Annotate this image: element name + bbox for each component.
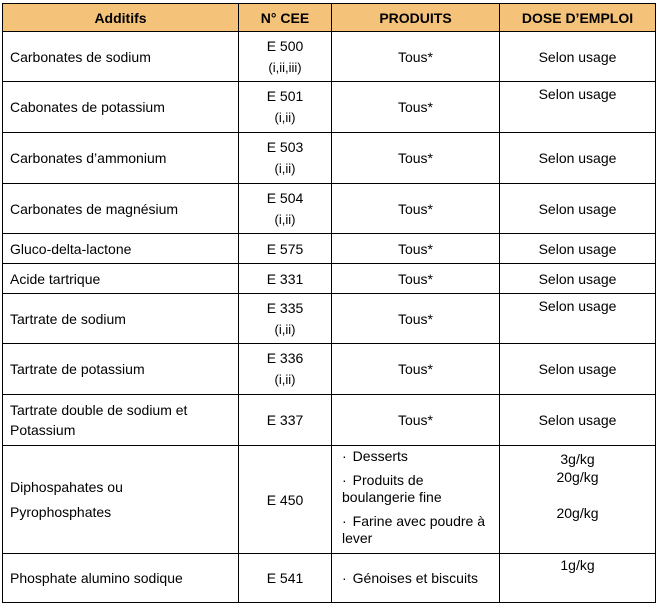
header-produits: PRODUITS — [332, 4, 500, 32]
produit-cell: Tous* — [332, 133, 500, 184]
dose-value: 20g/kg — [556, 505, 599, 521]
code-value: E 500 — [266, 37, 304, 54]
code-cell: E 541 — [239, 554, 332, 603]
code-cell: E 575 — [239, 234, 332, 264]
dose-cell: Selon usage — [500, 294, 656, 344]
produit-cell: Tous* — [332, 344, 500, 395]
table-row — [3, 344, 656, 395]
list-item: · Desserts — [342, 448, 408, 464]
code-sub: (i,ii,iii) — [268, 59, 302, 75]
bullet-icon: · — [342, 569, 347, 586]
produit-cell: Tous* — [332, 264, 500, 294]
additif-cell: Carbonates de magnésium — [3, 184, 239, 234]
produits-list — [332, 554, 500, 603]
produit-cell: Tous* — [332, 234, 500, 264]
code-cell — [239, 133, 332, 184]
list-item: · Génoises et biscuits — [342, 569, 478, 586]
bullet-icon: · — [342, 472, 347, 488]
produit-cell: Tous* — [332, 82, 500, 133]
additif-cell — [3, 446, 239, 554]
header-additifs: Additifs — [3, 4, 239, 32]
list-item: · Produits de boulangerie fine — [342, 472, 442, 505]
code-sub: (i,ii) — [274, 372, 296, 387]
doses-list — [500, 446, 656, 554]
table-row — [3, 395, 656, 446]
code-cell: E 337 — [239, 395, 332, 446]
dose-cell: Selon usage — [500, 344, 656, 395]
header-row — [3, 4, 656, 32]
produits-list — [332, 446, 500, 554]
additif-cell: Phosphate alumino sodique — [3, 554, 239, 603]
table-row — [3, 294, 656, 344]
additif-cell: Tartrate double de sodium et Potassium — [3, 395, 239, 446]
code-sub: (i,ii) — [274, 110, 296, 125]
dose-cell: Selon usage — [500, 395, 656, 446]
additif-cell: Tartrate de potassium — [3, 344, 239, 395]
table-row — [3, 32, 656, 82]
code-value: E 336 — [266, 350, 304, 366]
code-cell — [239, 32, 332, 82]
code-value: E 335 — [266, 299, 304, 316]
code-cell — [239, 82, 332, 133]
dose-value: 3g/kg — [560, 451, 595, 467]
additif-line: Diphospahates ou — [10, 478, 123, 495]
code-value: E 503 — [266, 139, 304, 155]
additif-line: Pyrophosphates — [10, 503, 112, 520]
table-row-diphosphates — [3, 446, 656, 554]
code-sub: (i,ii) — [274, 161, 296, 176]
dose-cell: Selon usage — [500, 234, 656, 264]
code-cell — [239, 294, 332, 344]
dose-cell: Selon usage — [500, 184, 656, 234]
table-row — [3, 234, 656, 264]
code-cell — [239, 344, 332, 395]
additif-cell: Cabonates de potassium — [3, 82, 239, 133]
code-cell: E 450 — [239, 446, 332, 554]
table-row — [3, 133, 656, 184]
bullet-icon: · — [342, 513, 347, 529]
additif-cell: Acide tartrique — [3, 264, 239, 294]
header-n-cee: N° CEE — [239, 4, 332, 32]
produit-cell: Tous* — [332, 395, 500, 446]
bullet-icon: · — [342, 448, 347, 464]
header-dose: DOSE D’EMPLOI — [500, 4, 656, 32]
produit-cell: Tous* — [332, 32, 500, 82]
code-cell — [239, 184, 332, 234]
additif-cell: Gluco-delta-lactone — [3, 234, 239, 264]
table-row — [3, 184, 656, 234]
table-row — [3, 264, 656, 294]
additif-cell: Carbonates d’ammonium — [3, 133, 239, 184]
dose-cell: Selon usage — [500, 133, 656, 184]
produit-cell: Tous* — [332, 184, 500, 234]
additif-cell: Carbonates de sodium — [3, 32, 239, 82]
code-sub: (i,ii) — [274, 321, 296, 337]
dose-cell: 1g/kg — [500, 554, 656, 603]
dose-cell: Selon usage — [500, 32, 656, 82]
code-value: E 504 — [266, 189, 304, 206]
dose-cell: Selon usage — [500, 82, 656, 133]
code-value: E 501 — [266, 88, 304, 104]
table-row — [3, 82, 656, 133]
additives-table — [2, 3, 656, 603]
code-cell: E 331 — [239, 264, 332, 294]
table-row — [3, 554, 656, 603]
produit-cell: Tous* — [332, 294, 500, 344]
additif-cell: Tartrate de sodium — [3, 294, 239, 344]
list-item: · Farine avec poudre à lever — [342, 513, 485, 546]
dose-cell: Selon usage — [500, 264, 656, 294]
dose-value: 20g/kg — [556, 469, 599, 485]
code-sub: (i,ii) — [274, 211, 296, 227]
